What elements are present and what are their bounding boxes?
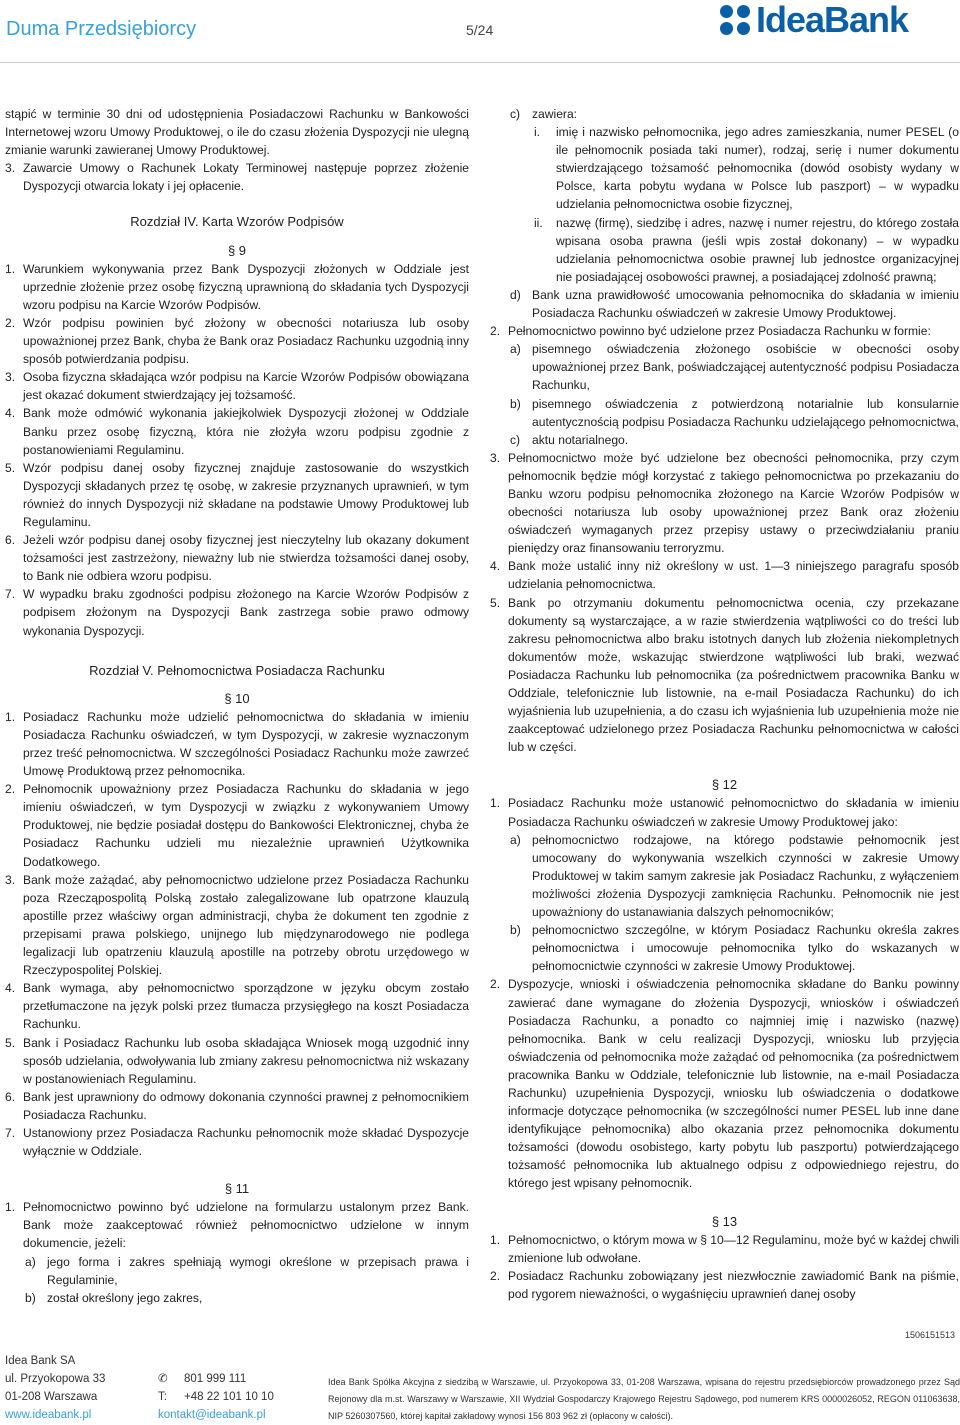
sub-list-item bbox=[490, 921, 959, 975]
section-10-list bbox=[5, 708, 469, 1160]
website-link[interactable]: www.ideabank.pl bbox=[5, 1409, 92, 1421]
item-text: Bank i Posiadacz Rachunku lub osoba składająca Wniosek mogą uzgodnić inny sposób udzielania, odwoływania lub zmiany zakresu pełnomocnictwa niż wskazany w postanowieniach Regulaminu. bbox=[23, 1035, 469, 1086]
list-item bbox=[490, 794, 959, 830]
section-heading: § 13 bbox=[711, 1213, 738, 1229]
item-text: pisemnego oświadczenia złożonego osobiście w obecności osoby upoważnionej przez Bank, poświadczającej autentyczność podpisu Posiadacza Rachunku, bbox=[532, 342, 959, 393]
item-number: 3. bbox=[5, 370, 16, 385]
list-item bbox=[490, 123, 959, 213]
item-text: Posiadacz Rachunku może ustanowić pełnomocnictwo do składania w imieniu Posiadacza Rachunku oświadczeń w zakresie Umowy Produktowej jako: bbox=[508, 796, 959, 829]
item-text: został określony jego zakres, bbox=[47, 1290, 203, 1305]
footer-contact bbox=[158, 1352, 318, 1424]
header-divider bbox=[0, 62, 960, 63]
item-text: Bank może odmówić wykonania jakiejkolwiek Dyspozycji złożonej w Oddziale Banku przez osobę fizyczną, która nie złożyła wzoru podpisu zgodnie z postanowieniami Regulaminu. bbox=[23, 406, 469, 457]
intro-paragraph: stąpić w terminie 30 dni od udostępnienia Posiadaczowi Rachunku w Bankowości Internetowej wzoru Umowy Produktowej, o ile do czasu złożenia Dyspozycji nie ulegną zmianie warunki zawieranej Umowy Produktowej. bbox=[5, 107, 469, 158]
list-item bbox=[5, 708, 469, 780]
item-text: nazwę (firmę), siedzibę i adres, nazwę i numer rejestru, do którego została wpisana osoba prawna (jeśli wpis został dokonany) – w wypadku udzielania pełnomocnictwa osobie prawnej lub jednostce organizacyjnej nie posiadającej osobowości prawnej, a posiadającej zdolność prawną; bbox=[556, 215, 959, 284]
item-number: 1. bbox=[490, 1232, 501, 1247]
item-number: 2. bbox=[5, 782, 16, 797]
document-title: Duma Przedsiębiorcy bbox=[6, 18, 197, 40]
item-text: Dyspozycje, wnioski i oświadczenia pełnomocnika składane do Banku powinny zawierać dane wymagane do złożenia Dyspozycji, wniosków i oświadczeń Posiadacza Rachunku, a ponadto co najmniej imię i nazwisko (nazwę) pełnomocnika. Bank w celu realizacji Dyspozycji, wniosku lub przyjęcia oświadczenia od pełnomocnika może zażądać od pełnomocnika (za pośrednictwem pracownika Banku w Oddziale, telefonicznie lub listownie, na e-mail Posiadacza Rachunku) uzupełnienia Dyspozycji, wniosku lub oświadczenia o dodatkowe informacje dotyczące pełnomocnika (w szczególności numer PESEL lub inne dane identyfikujące pełnomocnika) albo okazania przez pełnomocnika dokumentu tożsamości (dowodu osobistego, karty pobytu lub paszportu) potwierdzającego tożsamość pełnomocnika lub aktualnego odpisu z odpowiedniego rejestru, do którego jest wpisany pełnomocnik. bbox=[508, 977, 959, 1191]
list-item bbox=[490, 594, 959, 757]
item-number: 5. bbox=[5, 1035, 16, 1050]
list-item bbox=[490, 214, 959, 286]
item-text: jego forma i zakres spełniają wymogi określone w przepisach prawa i Regulaminie, bbox=[47, 1254, 469, 1287]
item-number: 4. bbox=[490, 559, 501, 574]
item-text: Pełnomocnictwo może być udzielone bez obecności pełnomocnika, przy czym pełnomocnik będzie mógł korzystać z takiego pełnomocnictwa po przekazaniu do Banku wzoru podpisu pełnomocnika złożonego na Karcie Wzorów Podpisów w obecności notariusza lub osoby upoważnionej przez Bank oraz złożeniu oświadczeń wymaganych przez przepisy ustawy o przeciwdziałaniu praniu pieniędzy oraz finansowaniu terroryzmu. bbox=[508, 450, 959, 556]
item-letter: c) bbox=[510, 432, 521, 447]
item-text: Posiadacz Rachunku zobowiązany jest niezwłocznie zawiadomić Bank na piśmie, pod rygorem nieważności, o wygaśnięciu uprawnień danej osoby bbox=[508, 1268, 959, 1301]
item-text: Pełnomocnik upoważniony przez Posiadacza Rachunku do składania w jego imieniu oświadczeń, w tym Dyspozycji w związku z wykonywaniem Umowy Produktowej, nie będzie posiadał dostępu do Bankowości Elektronicznej, chyba że Posiadacz Rachunku udzieli mu niezależnie uprawnień Użytkownika Dodatkowego. bbox=[23, 782, 469, 869]
item-text: pełnomocnictwo rodzajowe, na którego podstawie pełnomocnik jest umocowany do wykonywania wszelkich czynności w zakresie Umowy Produktowej w takim samym zakresie jak Posiadacz Rachunku, z wyłączeniem możliwości złożenia Dyspozycji zamknięcia Rachunku. Pełnomocnik nie jest upoważniony do ustanawiania dalszych pełnomocników; bbox=[532, 832, 959, 920]
item-text: Wzór podpisu powinien być złożony w obecności notariusza lub osoby upoważnionej przez Bank, chyba że Bank oraz Posiadacz Rachunku uzgodnią inny sposób potwierdzania podpisu. bbox=[23, 315, 469, 367]
item-text: Ustanowiony przez Posiadacza Rachunku pełnomocnik może składać Dyspozycje wyłącznie w Oddziale. bbox=[23, 1125, 469, 1159]
section-13-list bbox=[490, 1231, 959, 1303]
phone-number[interactable]: 801 999 111 bbox=[184, 1373, 247, 1385]
item-text: pełnomocnictwo szczególne, w którym Posiadacz Rachunku określa zakres pełnomocnictwa i umocowuje pełnomocnika tylko do wskazanych w pełnomocnictwie czynności w zakresie Umowy Produktowej. bbox=[532, 923, 959, 974]
footer-legal: Idea Bank Spółka Akcyjna z siedzibą w Warszawie, ul. Przyokopowa 33, 01-208 Warszawa, wpisana do rejestru przedsiębiorców prowadzonego przez Sąd Rejonowy dla m.st. Warszawy w Warszawie, XII Wydział Gospodarczy Krajowego Rejestru Sądowego, pod numerem KRS 0000026052, REGON 011063638, NIP 5260307560, której kapitał zakładowy wynosi 156 803 962 zł (opłacony w całości). bbox=[328, 1377, 960, 1421]
list-item bbox=[5, 260, 469, 314]
city-address: 01-208 Warszawa bbox=[5, 1391, 98, 1403]
item-number: 5. bbox=[490, 595, 501, 610]
item-number: 2. bbox=[5, 315, 16, 330]
company-name: Idea Bank SA bbox=[5, 1355, 76, 1367]
idea-bank-logo bbox=[720, 1, 960, 39]
item-text: Osoba fizyczna składająca wzór podpisu na Karcie Wzorów Podpisów obowiązana jest okazać dokument stwierdzający jej tożsamość. bbox=[23, 370, 469, 403]
item-letter: b) bbox=[510, 396, 521, 411]
list-item bbox=[5, 1034, 469, 1088]
logo-dots-icon bbox=[720, 5, 750, 35]
list-item bbox=[5, 314, 469, 368]
list-item bbox=[5, 585, 469, 639]
list-item bbox=[5, 1289, 469, 1307]
section-heading: § 10 bbox=[224, 690, 250, 706]
footer-address bbox=[5, 1352, 155, 1424]
item-number: 1. bbox=[5, 261, 16, 276]
item-text: Pełnomocnictwo, o którym mowa w § 10—12 Regulaminu, może być w każdej chwili zmienione lub odwołane. bbox=[508, 1232, 960, 1265]
telephone-number[interactable]: +48 22 101 10 10 bbox=[184, 1391, 274, 1403]
item-text: Pełnomocnictwo powinno być udzielone przez Posiadacza Rachunku w formie: bbox=[508, 324, 931, 339]
list-item bbox=[5, 368, 469, 404]
item-text: aktu notarialnego. bbox=[532, 432, 629, 447]
street-address: ul. Przyokopowa 33 bbox=[5, 1373, 106, 1385]
list-item bbox=[490, 322, 959, 340]
sub-list-item bbox=[490, 340, 959, 394]
item-text: Bank po otrzymaniu dokumentu pełnomocnictwa ocenia, czy przekazane dokumenty są wystarczające, a w razie stwierdzenia wątpliwości co do treści lub zakresu pełnomocnictwa albo braku istotnych danych lub złożenia niekompletnych dokumentów może, wskazując stwierdzone wątpliwości lub braki, wezwać Posiadacza Rachunku lub pełnomocnika (za pośrednictwem pracownika Banku w Oddziale, telefonicznie lub listownie, na e-mail Posiadacza Rachunku) do ich wyjaśnienia lub uzupełnienia, a do czasu ich wyjaśnienia lub uzupełnienia może nie zaakceptować udzielonego przez Posiadacza Rachunku pełnomocnictwa w całości lub w części. bbox=[508, 595, 959, 755]
item-text: Posiadacz Rachunku może udzielić pełnomocnictwa do składania w imieniu Posiadacza Rachunku oświadczeń, w tym Dyspozycji, w zakresie wyznaczonym przez treść pełnomocnictwa. W szczególności Posiadacz Rachunku może zawrzeć Umowę Produktową przez pełnomocnika. bbox=[23, 709, 469, 779]
list-item: 3. Zawarcie Umowy o Rachunek Lokaty Terminowej następuje poprzez złożenie Dyspozycji otwarcia lokaty i jej opłacenie. bbox=[5, 161, 469, 194]
item-number: 7. bbox=[5, 1125, 16, 1140]
list-item bbox=[5, 1088, 469, 1124]
list-item bbox=[490, 1267, 959, 1303]
section-9-list bbox=[5, 260, 469, 640]
item-letter: a) bbox=[510, 342, 521, 357]
list-item bbox=[5, 1124, 469, 1160]
item-number: 1. bbox=[5, 709, 16, 724]
section-heading: § 9 bbox=[227, 242, 247, 258]
item-text: Bank może ustalić inny niż określony w ust. 1—3 niniejszego paragrafu sposób udzielania pełnomocnictwa. bbox=[508, 559, 959, 592]
list-item bbox=[5, 871, 469, 980]
list-item: c) zawiera: bbox=[510, 107, 578, 121]
left-column bbox=[5, 105, 469, 1307]
item-number: 5. bbox=[5, 460, 16, 475]
section-heading: § 12 bbox=[711, 777, 738, 793]
section-11-sublist bbox=[5, 1253, 469, 1307]
list-item bbox=[5, 531, 469, 585]
roman-list bbox=[490, 123, 959, 286]
tel-label: T: bbox=[158, 1391, 167, 1403]
list-item bbox=[490, 1231, 959, 1267]
item-number: 3. bbox=[5, 872, 16, 887]
list-item bbox=[5, 1253, 469, 1289]
item-text: Bank wymaga, aby pełnomocnictwo sporządzone w języku obcym zostało przetłumaczone na język polski przez tłumacza przysięgłego na koszt Posiadacza Rachunku. bbox=[23, 981, 469, 1032]
document-code: 1506151513 bbox=[905, 1330, 956, 1340]
item-text: Warunkiem wykonywania przez Bank Dyspozycji złożonych w Oddziale jest uprzednie złożenie przez osobę fizyczną uprawnioną do składania tych Dyspozycji wzoru podpisu na Karcie Wzorów Podpisów. bbox=[23, 261, 469, 312]
list-item bbox=[5, 459, 469, 531]
list-item: d) Bank uzna prawidłowość umocowania pełnomocnika do składania w imieniu Posiadacza Rachunku oświadczeń w zakresie Umowy Produktowej. bbox=[510, 287, 959, 321]
item-number: a) bbox=[25, 1254, 36, 1269]
item-text: W wypadku braku zgodności podpisu złożonego na Karcie Wzorów Podpisów z podpisem złożonym na Dyspozycji Bank zastrzega sobie prawo odmowy wykonania Dyspozycji. bbox=[23, 587, 469, 638]
page-number: 5/24 bbox=[466, 22, 494, 38]
item-number: 6. bbox=[5, 533, 16, 548]
section-heading: § 11 bbox=[224, 1181, 250, 1197]
right-column bbox=[490, 105, 959, 1303]
item-text: Wzór podpisu danej osoby fizycznej znajduje zastosowanie do wszystkich Dyspozycji składanych przez tę osobę, w zakresie przyznanych uprawnień, w tym również do innych Dyspozycji niż składane na podstawie Umowy Produktowej lub Regulaminu. bbox=[23, 460, 469, 529]
item-number: ii. bbox=[534, 215, 543, 230]
email-link[interactable]: kontakt@ideabank.pl bbox=[158, 1409, 266, 1421]
item-text: pisemnego oświadczenia z potwierdzoną notarialnie lub konsularnie autentycznością podpisu Posiadacza Rachunku udzielającego pełnomocnictwa, bbox=[532, 396, 959, 429]
sub-list-item bbox=[490, 831, 959, 921]
item-text: Bank może zażądać, aby pełnomocnictwo udzielone przez Posiadacza Rachunku poza Rzecząpospolitą Polską zostało zalegalizowane lub opatrzone klauzulą apostille przez właściwy organ administracji, chyba że dokument ten zgodnie z przepisami prawa polskiego, unijnego lub międzynarodowego nie podlega legalizacji lub opatrzeniu klauzulą apostille na potrzeby obrotu urzędowego w Rzeczypospolitej Polskiej. bbox=[23, 872, 469, 978]
logo-text: IdeaBank bbox=[756, 0, 909, 40]
item-number: 7. bbox=[5, 587, 16, 602]
item-number: b) bbox=[25, 1290, 36, 1305]
section-12-list bbox=[490, 794, 959, 1192]
list-item bbox=[5, 780, 469, 870]
item-letter: b) bbox=[510, 923, 521, 938]
item-text: Bank jest uprawniony do odmowy dokonania czynności prawnej z pełnomocnikiem Posiadacza Rachunku. bbox=[23, 1089, 469, 1122]
item-number: 2. bbox=[490, 1268, 501, 1283]
sub-list-item bbox=[490, 431, 959, 449]
section-11-rest-list bbox=[490, 322, 959, 756]
list-item bbox=[5, 404, 469, 458]
list-item: 1. Pełnomocnictwo powinno być udzielone na formularzu ustalonym przez Bank. Bank może zaakceptować również pełnomocnictwo udzielone w innym dokumencie, jeżeli: bbox=[5, 1200, 469, 1251]
item-letter: a) bbox=[510, 832, 521, 847]
item-number: 2. bbox=[490, 977, 501, 992]
item-number: 2. bbox=[490, 324, 501, 339]
chapter-heading: Rozdział V. Pełnomocnictwa Posiadacza Rachunku bbox=[89, 662, 385, 678]
phone-icon: ✆ bbox=[158, 1373, 168, 1385]
item-number: i. bbox=[534, 125, 541, 140]
list-item bbox=[5, 979, 469, 1033]
list-item bbox=[490, 975, 959, 1192]
item-text: imię i nazwisko pełnomocnika, jego adres zamieszkania, numer PESEL (o ile pełnomocnik posiada taki numer), rodzaj, serię i numer dokumentu stwierdzającego tożsamość pełnomocnika (dowód osobisty wydany w Polsce, karta pobytu wydana w Polsce lub paszport) – w wypadku udzielania pełnomocnictwa osobie fizycznej, bbox=[556, 125, 959, 212]
item-number: 1. bbox=[490, 796, 501, 811]
item-number: 3. bbox=[490, 450, 501, 465]
page-header bbox=[0, 0, 960, 62]
item-number: 4. bbox=[5, 981, 16, 996]
item-number: 6. bbox=[5, 1089, 16, 1104]
chapter-heading: Rozdział IV. Karta Wzorów Podpisów bbox=[130, 214, 344, 230]
item-number: 4. bbox=[5, 406, 16, 421]
list-item bbox=[490, 449, 959, 558]
item-text: Jeżeli wzór podpisu danej osoby fizycznej jest nieczytelny lub okazany dokument tożsamości jest zastrzeżony, nieważny lub nie stwierdza tożsamości danej osoby, to Bank nie odbiera wzoru podpisu. bbox=[23, 533, 469, 584]
sub-list-item bbox=[490, 395, 959, 431]
list-item bbox=[490, 557, 959, 593]
